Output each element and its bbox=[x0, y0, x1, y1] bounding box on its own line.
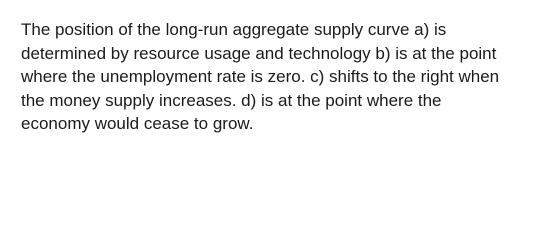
question-line-4: the money supply increases. d) is at the point where the bbox=[21, 90, 442, 110]
question-line-3: where the unemployment rate is zero. c) shifts to the right when bbox=[21, 67, 500, 86]
question-line-1: The position of the long-run aggregate supply curve a) is bbox=[21, 20, 447, 39]
question-line-2: determined by resource usage and technology b) is at the point bbox=[21, 43, 497, 63]
question-line-5: economy would cease to grow. bbox=[21, 114, 254, 133]
question-text bbox=[21, 18, 551, 136]
